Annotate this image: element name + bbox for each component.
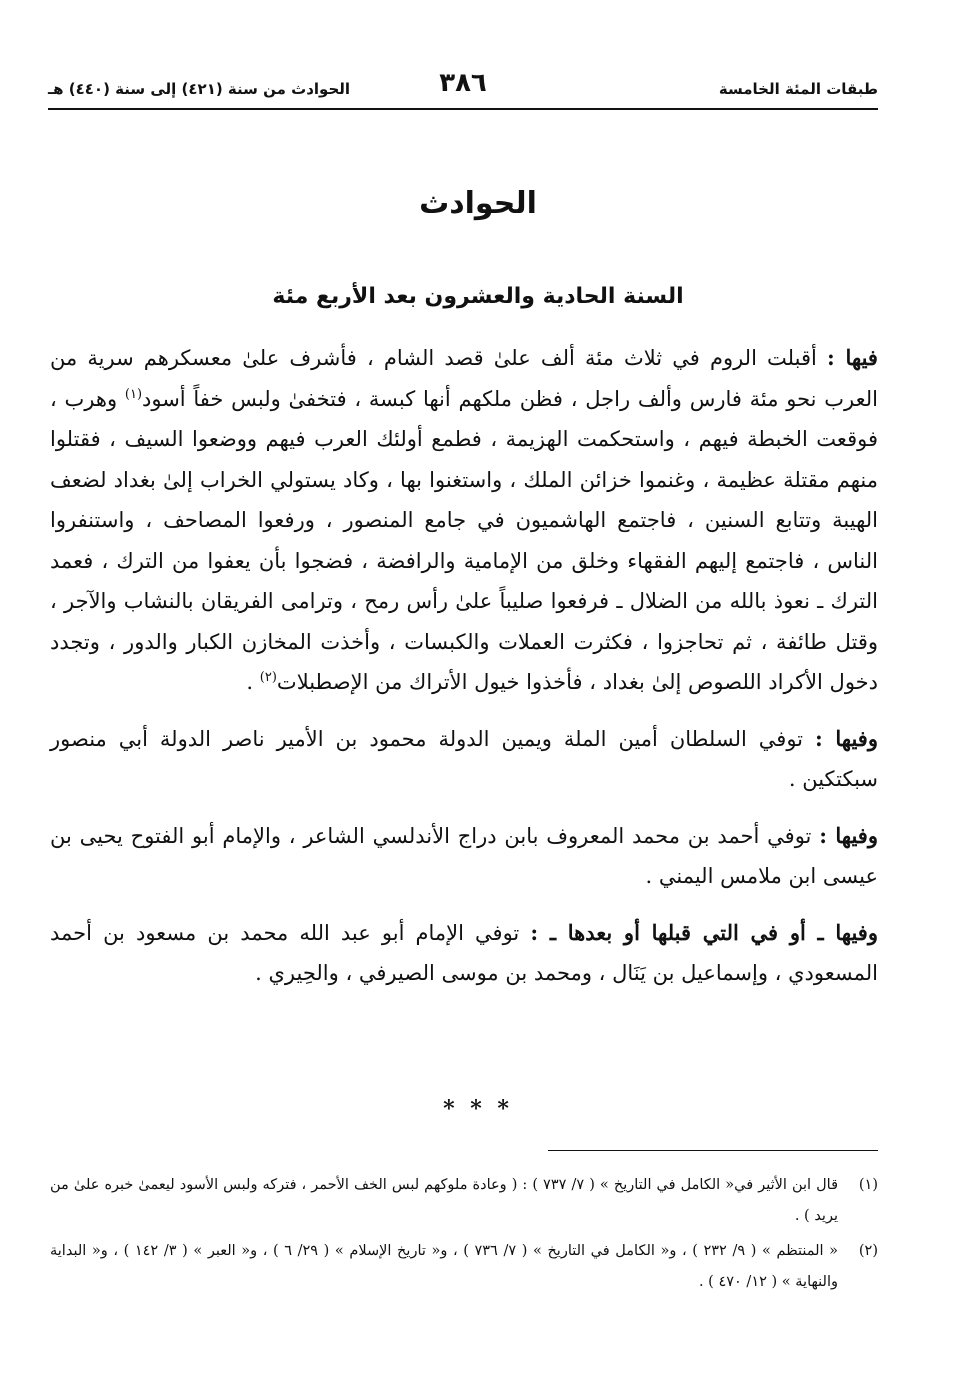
header-rule xyxy=(48,108,878,110)
footnote-rule xyxy=(548,1150,878,1151)
footnote-ref[interactable]: (١) xyxy=(124,386,143,402)
entry-text: أقبلت الروم في ثلاث مئة ألف علىٰ قصد الشام ، فأشرف علىٰ معسكرهم سرية من العرب نحو مئة فارس وألف راجل ، فظن ملكهم أنها كبسة ، فتخفىٰ ولبس خفاً أسود xyxy=(50,346,878,411)
entry-paragraph xyxy=(50,719,878,800)
entry-paragraph xyxy=(50,338,878,703)
entry-lead: وفيها : xyxy=(819,822,878,848)
entry-text: توفي الإمام أبو عبد الله محمد بن مسعود بن أحمد المسعودي ، وإسماعيل بن يَنَال ، ومحمد بن موسى الصيرفي ، والحِيري . xyxy=(50,920,878,985)
entry-text-continued: وهرب ، فوقعت الخبطة فيهم ، واستحكمت الهزيمة ، فطمع أولئك العرب فيهم ووضعوا السيف ، فقتلوا منهم مقتلة عظيمة ، وغنموا خزائن الملك ، واستغنوا بها ، وكاد يستولي الخراب إلىٰ بغداد لضعف الهيبة وتتابع السنين ، فاجتمع الهاشميون في جامع المنصور ، ورفعوا المصاحف ، واستنفروا الناس ، فاجتمع إليهم الفقهاء وخلق من الإمامية والرافضة ، فضجوا بأن يعفوا من الترك ، فعمد الترك ـ نعوذ بالله من الضلال ـ فرفعوا صليباً علىٰ رأس رمح ، وترامى الفريقان بالنشاب والآجر ، وقتل طائفة ، ثم تحاجزوا ، فكثرت العملات والكبسات ، وأخذت المخازن الكبار والدور ، وتجدد دخول الأكراد اللصوص إلىٰ بغداد ، فأخذوا خيول الأتراك من الإصطبلات xyxy=(50,386,878,694)
entry-paragraph xyxy=(50,913,878,994)
entry-lead: فيها : xyxy=(826,345,878,370)
header-book-title: طبقات المئة الخامسة xyxy=(718,80,878,98)
footnote xyxy=(50,1236,878,1298)
running-header xyxy=(48,68,878,104)
entry-lead: وفيها ـ أو في التي قبلها أو بعدها ـ : xyxy=(530,919,878,945)
entry-text-end: . xyxy=(246,670,260,694)
footnote-text: قال ابن الأثير في« الكامل في التاريخ » ( ٧/ ٧٣٧ ) : ( وعادة ملوكهم لبس الخف الأحمر ، فتركه ولبس الأسود ليعمىٰ خبره علىٰ من يريد ) . xyxy=(50,1177,838,1224)
header-chapter-title: الحوادث من سنة (٤٢١) إلى سنة (٤٤٠) هـ xyxy=(48,80,351,98)
footnote-text: « المنتظم » ( ٩/ ٢٣٢ ) ، و« الكامل في التاريخ » ( ٧/ ٧٣٦ ) ، و« تاريخ الإسلام » ( ٢٩/ ٦ ) ، و« العبر » ( ٣/ ١٤٢ ) ، و« البداية والنهاية » ( ١٢/ ٤٧٠ ) . xyxy=(50,1243,839,1290)
chapter-title: الحوادث xyxy=(419,186,537,221)
page-number: ٣٨٦ xyxy=(439,68,487,98)
footnote-number: (١) xyxy=(858,1177,878,1193)
entry-text: توفي السلطان أمين الملة ويمين الدولة محمود بن الأمير ناصر الدولة أبي منصور سبكتكين . xyxy=(50,726,878,791)
entry-paragraph xyxy=(50,816,878,897)
footnote-number: (٢) xyxy=(858,1243,878,1259)
section-title: السنة الحادية والعشرون بعد الأربع مئة xyxy=(272,284,684,309)
section-separator: * * * xyxy=(443,1096,513,1122)
entry-lead: وفيها : xyxy=(815,725,878,751)
footnote xyxy=(50,1170,878,1232)
entry-text: توفي أحمد بن محمد المعروف بابن دراج الأندلسي الشاعر ، والإمام أبو الفتوح يحيى بن عيسى ابن ملامس اليمني . xyxy=(50,823,878,888)
footnotes xyxy=(50,1170,878,1302)
footnote-ref[interactable]: (٢) xyxy=(259,670,277,685)
body-text xyxy=(50,338,878,1010)
